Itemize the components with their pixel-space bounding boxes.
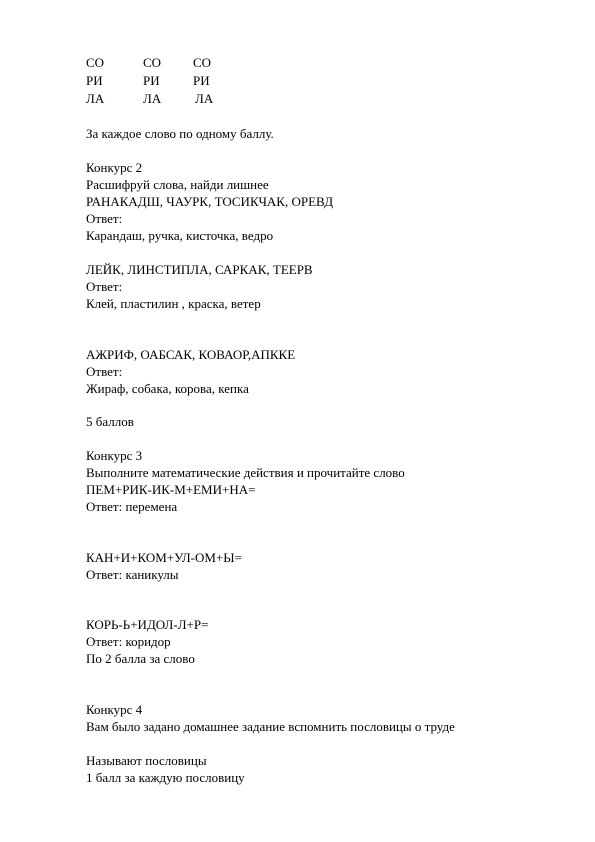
answer-label: Ответ: — [86, 364, 123, 379]
answer-text: Карандаш, ручка, кисточка, ведро — [86, 228, 274, 243]
syllable-cell: СО — [193, 55, 212, 70]
answer-text: Ответ: перемена — [86, 499, 178, 514]
contest4-score: 1 балл за каждую пословицу — [86, 770, 245, 785]
math-expression: ПЕМ+РИК-ИК-М+ЕМИ+НА= — [86, 482, 256, 497]
scrambled-words: АЖРИФ, ОАБСАК, КОВАОР,АПККЕ — [86, 347, 296, 362]
math-expression: КАН+И+КОМ+УЛ-ОМ+Ы= — [86, 550, 242, 565]
scoring-note: За каждое слово по одному баллу. — [86, 126, 274, 141]
scrambled-words: ЛЕЙК, ЛИНСТИПЛА, САРКАК, ТЕЕРВ — [86, 262, 313, 277]
syllable-cell: ЛА — [86, 91, 105, 106]
syllable-cell: СО — [143, 55, 162, 70]
contest2-title: Конкурс 2 — [86, 160, 143, 175]
syllable-cell: РИ — [86, 73, 103, 88]
answer-label: Ответ: — [86, 211, 123, 226]
contest3-title: Конкурс 3 — [86, 448, 143, 463]
math-expression: КОРЬ-Ь+ИДОЛ-Л+Р= — [86, 617, 209, 632]
contest2-task: Расшифруй слова, найди лишнее — [86, 177, 269, 192]
scrambled-words: РАНАКАДШ, ЧАУРК, ТОСИКЧАК, ОРЕВД — [86, 194, 334, 209]
answer-text: Клей, пластилин , краска, ветер — [86, 296, 261, 311]
answer-text: Ответ: коридор — [86, 634, 171, 649]
syllable-cell: РИ — [193, 73, 210, 88]
contest4-task: Вам было задано домашнее задание вспомнить пословицы о труде — [86, 719, 455, 734]
syllable-cell: ЛА — [143, 91, 162, 106]
contest4-note: Называют пословицы — [86, 753, 207, 768]
syllable-cell: РИ — [143, 73, 160, 88]
contest2-score: 5 баллов — [86, 414, 134, 429]
contest3-task: Выполните математические действия и прочитайте слово — [86, 465, 405, 480]
syllable-cell: ЛА — [195, 91, 214, 106]
syllable-cell: СО — [86, 55, 105, 70]
answer-text: Жираф, собака, корова, кепка — [86, 381, 249, 396]
answer-label: Ответ: — [86, 279, 123, 294]
answer-text: Ответ: каникулы — [86, 567, 179, 582]
contest3-score: По 2 балла за слово — [86, 651, 195, 666]
contest4-title: Конкурс 4 — [86, 702, 143, 717]
